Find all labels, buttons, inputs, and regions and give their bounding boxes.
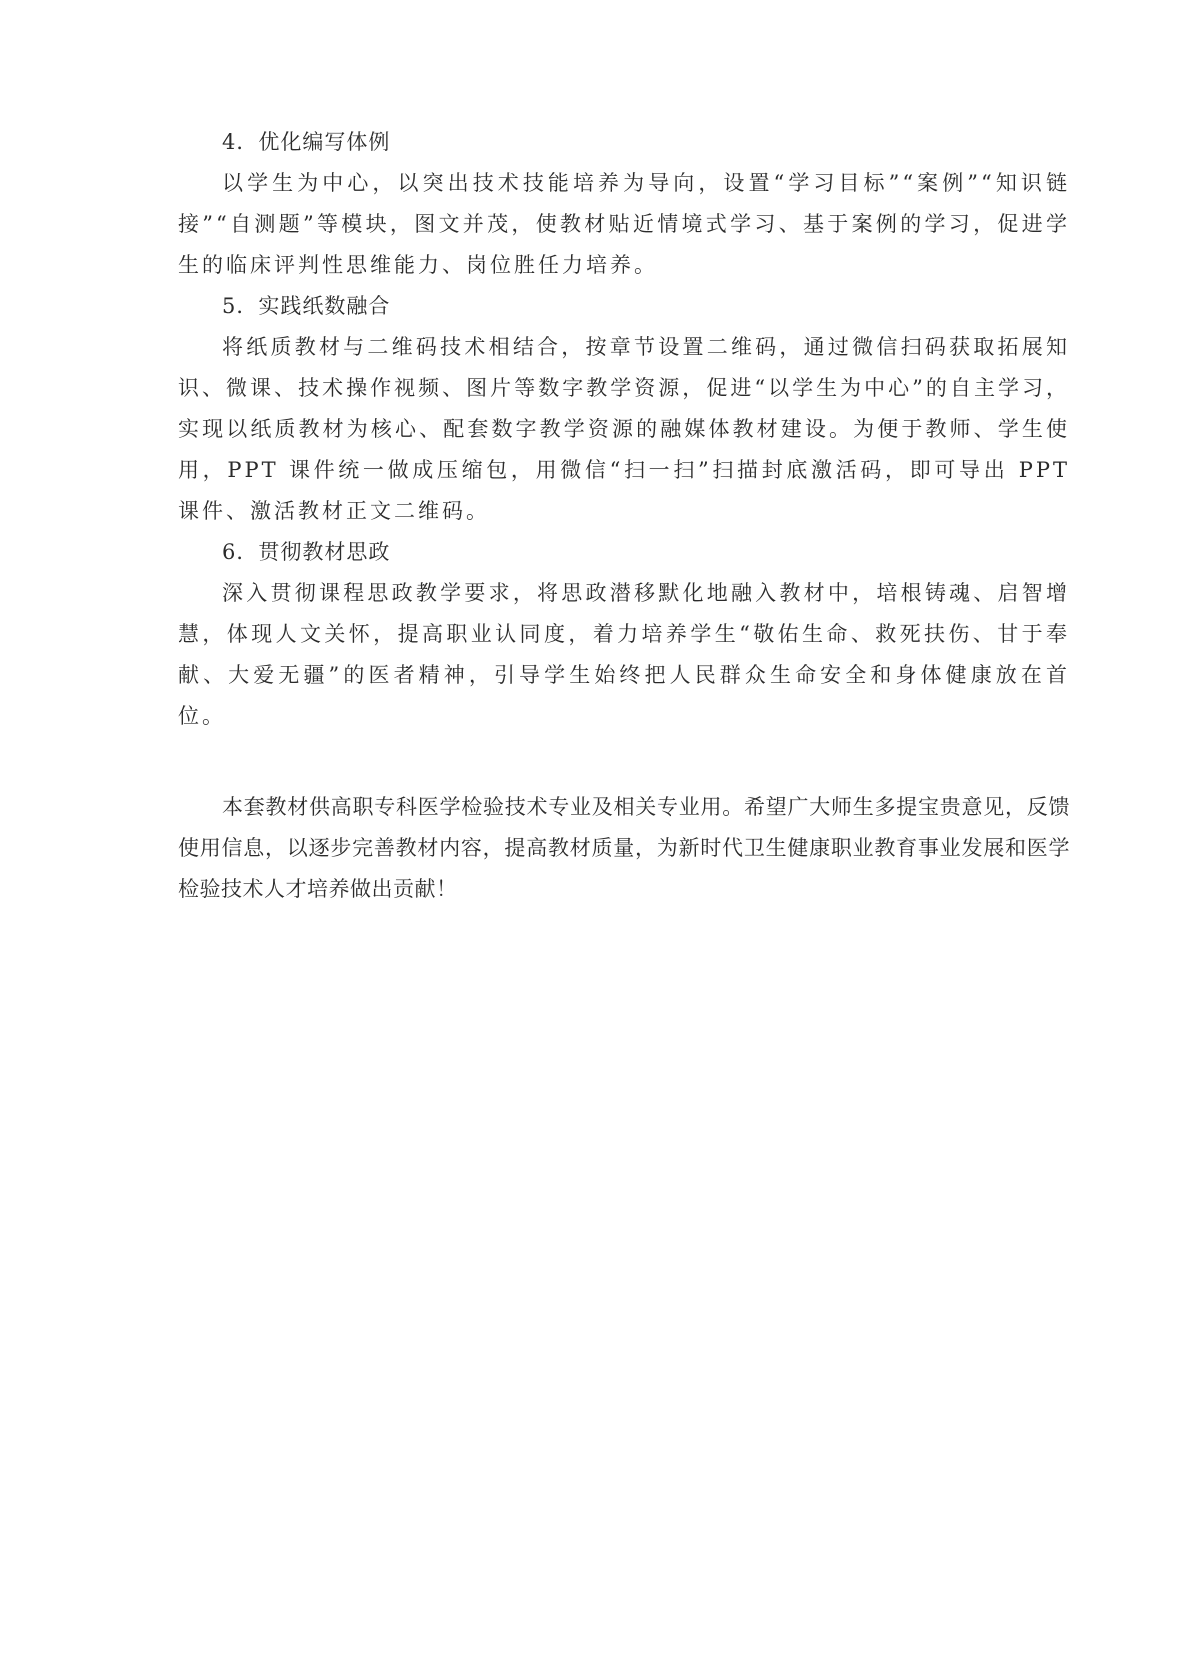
closing-paragraph: 本套教材供高职专科医学检验技术专业及相关专业用。希望广大师生多提宝贵意见，反馈使用信息，以逐步完善教材内容，提高教材质量，为新时代卫生健康职业教育事业发展和医学检验技术人才培养做出贡献！ xyxy=(178,795,1070,901)
section-ideological-education xyxy=(178,532,1070,737)
section-paragraph: 深入贯彻课程思政教学要求，将思政潜移默化地融入教材中，培根铸魂、启智增慧，体现人文关怀，提高职业认同度，着力培养学生“敬佑生命、救死扶伤、甘于奉献、大爱无疆”的医者精神，引导学生始终把人民群众生命安全和身体健康放在首位。 xyxy=(178,581,1070,728)
paragraph-gap xyxy=(178,737,1070,787)
page-content xyxy=(178,122,1070,910)
section-heading: 4．优化编写体例 xyxy=(222,130,391,154)
section-heading: 6．贯彻教材思政 xyxy=(222,540,391,564)
section-paragraph: 以学生为中心，以突出技术技能培养为导向，设置“学习目标”“案例”“知识链接”“自测题”等模块，图文并茂，使教材贴近情境式学习、基于案例的学习，促进学生的临床评判性思维能力、岗位胜任力培养。 xyxy=(178,171,1070,277)
section-paper-digital-integration xyxy=(178,286,1070,532)
section-heading: 5．实践纸数融合 xyxy=(222,294,391,318)
section-optimize-writing-style xyxy=(178,122,1070,286)
section-paragraph: 将纸质教材与二维码技术相结合，按章节设置二维码，通过微信扫码获取拓展知识、微课、技术操作视频、图片等数字教学资源，促进“以学生为中心”的自主学习，实现以纸质教材为核心、配套数字教学资源的融媒体教材建设。为便于教师、学生使用，PPT 课件统一做成压缩包，用微信“扫一扫”扫描封底激活码，即可导出 PPT 课件、激活教材正文二维码。 xyxy=(178,335,1070,523)
